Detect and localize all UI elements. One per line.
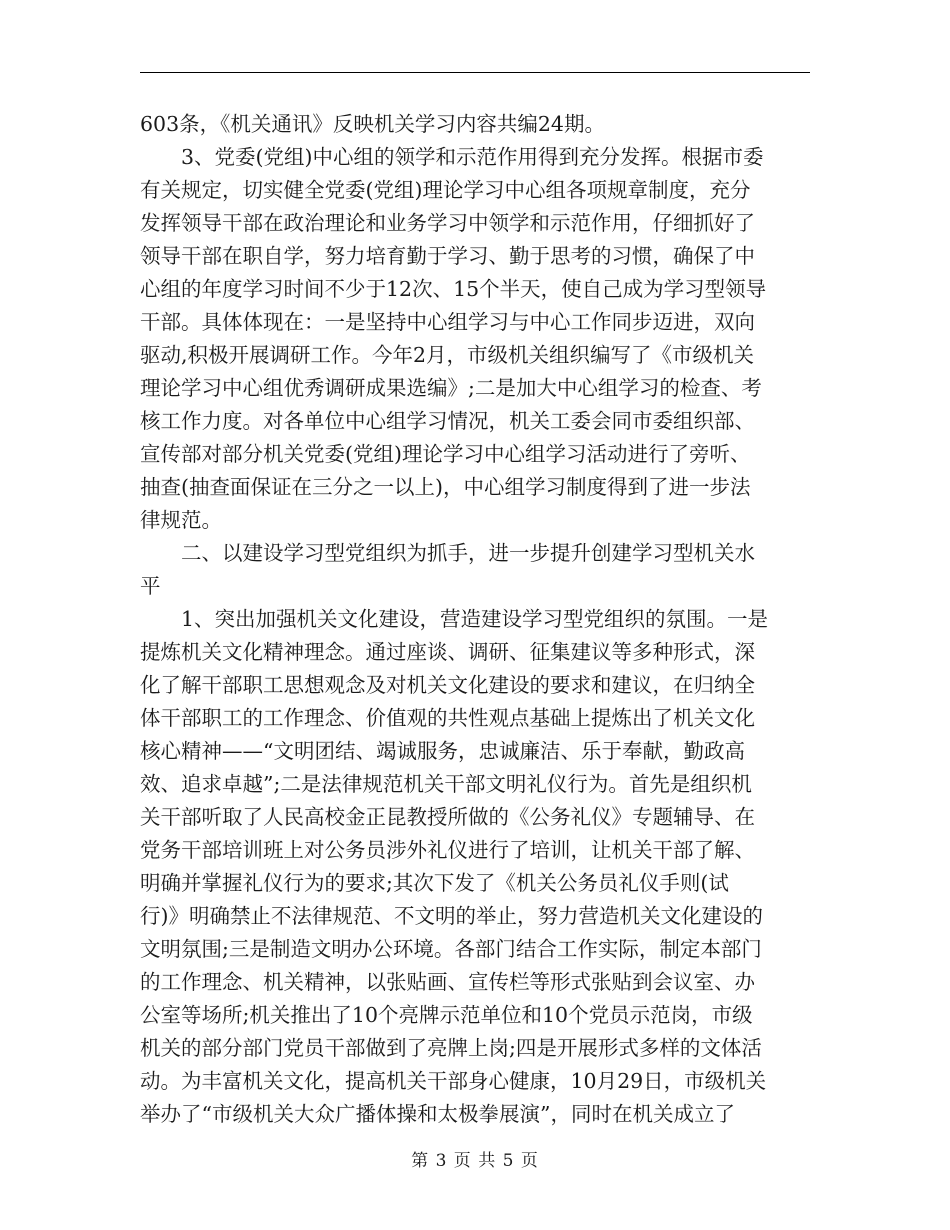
text-line: 宣传部对部分机关党委(党组)理论学习中心组学习活动进行了旁听、	[140, 442, 751, 466]
text-line: 律规范。	[140, 508, 222, 532]
text-line: 化了解干部职工思想观念及对机关文化建设的要求和建议，在归纳全	[140, 673, 755, 697]
text-line: 3、党委(党组)中心组的领学和示范作用得到充分发挥。根据市委	[140, 145, 764, 169]
text-line: 关干部听取了人民高校金正昆教授所做的《公务礼仪》专题辅导、在	[140, 805, 755, 829]
text-line: 明确并掌握礼仪行为的要求;其次下发了《机关公务员礼仪手则(试	[140, 871, 729, 895]
text-line: 理论学习中心组优秀调研成果选编》;二是加大中心组学习的检查、考	[140, 376, 762, 400]
text-line: 1、突出加强机关文化建设，营造建设学习型党组织的氛围。一是	[140, 607, 769, 631]
text-line: 发挥领导干部在政治理论和业务学习中领学和示范作用，仔细抓好了	[140, 211, 755, 235]
text-line: 文明氛围;三是制造文明办公环境。各部门结合工作实际，制定本部门	[140, 937, 762, 961]
page-number-footer: 第 3 页 共 5 页	[411, 1151, 539, 1171]
text-line: 心组的年度学习时间不少于12次、15个半天，使自己成为学习型领导	[140, 277, 767, 301]
text-line: 效、追求卓越”;二是法律规范机关干部文明礼仪行为。首先是组织机	[140, 772, 752, 796]
text-line: 行)》明确禁止不法律规范、不文明的举止，努力营造机关文化建设的	[140, 904, 763, 928]
text-line: 的工作理念、机关精神，以张贴画、宣传栏等形式张贴到会议室、办	[140, 970, 755, 994]
text-line: 有关规定，切实健全党委(党组)理论学习中心组各项规章制度，充分	[140, 178, 751, 202]
text-line: 抽查(抽查面保证在三分之一以上)，中心组学习制度得到了进一步法	[140, 475, 751, 499]
text-line: 核心精神——“文明团结、竭诚服务，忠诚廉洁、乐于奉献，勤政高	[140, 739, 745, 763]
text-line: 动。为丰富机关文化，提高机关干部身心健康，10月29日，市级机关	[140, 1069, 767, 1093]
header-rule	[140, 72, 810, 73]
document-body	[140, 108, 810, 1131]
text-line: 举办了“市级机关大众广播体操和太极拳展演”，同时在机关成立了	[140, 1102, 735, 1126]
text-line: 驱动,积极开展调研工作。今年2月，市级机关组织编写了《市级机关	[140, 343, 755, 367]
text-line: 体干部职工的工作理念、价值观的共性观点基础上提炼出了机关文化	[140, 706, 755, 730]
text-line: 二、以建设学习型党组织为抓手，进一步提升创建学习型机关水	[140, 541, 755, 565]
text-line: 提炼机关文化精神理念。通过座谈、调研、征集建议等多种形式，深	[140, 640, 755, 664]
text-line: 核工作力度。对各单位中心组学习情况，机关工委会同市委组织部、	[140, 409, 755, 433]
text-line: 机关的部分部门党员干部做到了亮牌上岗;四是开展形式多样的文体活	[140, 1036, 762, 1060]
text-line: 领导干部在职自学，努力培育勤于学习、勤于思考的习惯，确保了中	[140, 244, 755, 268]
text-line: 公室等场所;机关推出了10个亮牌示范单位和10个党员示范岗，市级	[140, 1003, 753, 1027]
text-line: 603条，《机关通讯》反映机关学习内容共编24期。	[140, 112, 605, 136]
text-line: 平	[140, 574, 161, 598]
text-line: 党务干部培训班上对公务员涉外礼仪进行了培训，让机关干部了解、	[140, 838, 755, 862]
text-line: 干部。具体体现在：一是坚持中心组学习与中心工作同步迈进，双向	[140, 310, 755, 334]
